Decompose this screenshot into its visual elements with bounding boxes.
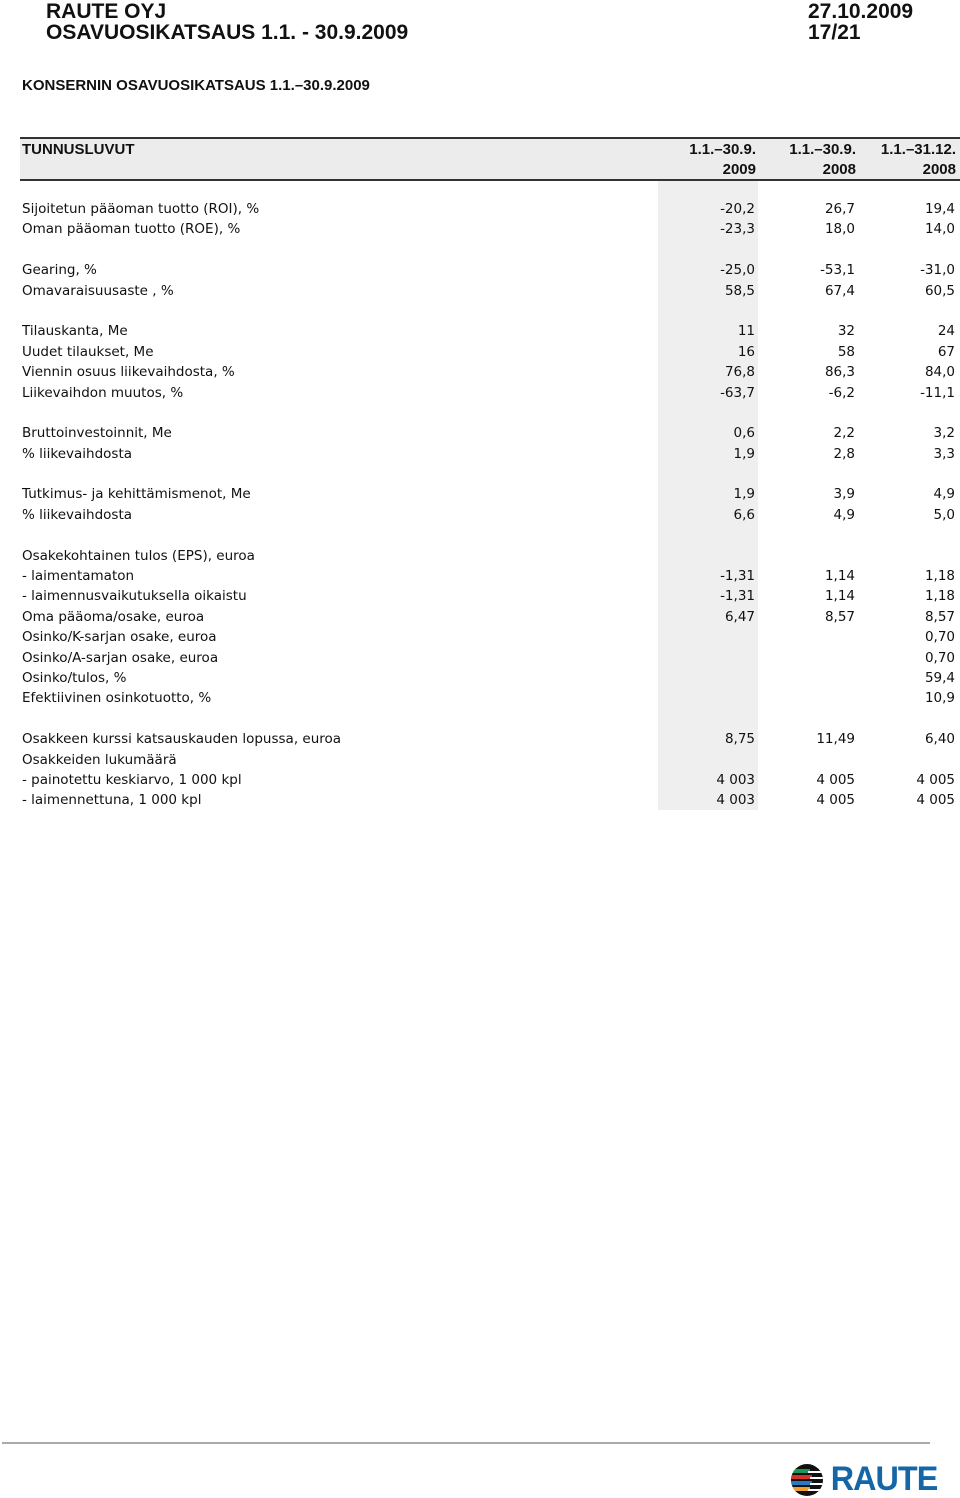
row-value: 10,9 bbox=[924, 690, 955, 707]
row-value: 60,5 bbox=[924, 282, 955, 299]
footer-divider bbox=[2, 1442, 930, 1444]
row-value: 4,9 bbox=[833, 506, 855, 523]
row-label: Liikevaihdon muutos, % bbox=[22, 384, 184, 401]
table-title: TUNNUSLUVUT bbox=[22, 141, 135, 158]
table-row bbox=[22, 260, 960, 280]
table-row bbox=[22, 444, 960, 464]
table-header bbox=[20, 137, 960, 181]
row-label: Sijoitetun pääoman tuotto (ROI), % bbox=[22, 201, 260, 217]
row-label: - laimentamaton bbox=[22, 568, 135, 585]
row-value: 1,14 bbox=[824, 588, 855, 605]
row-value: 6,6 bbox=[733, 506, 755, 523]
row-value: 2,8 bbox=[833, 445, 855, 462]
column-header: 1.1.–30.9. 2009 bbox=[689, 141, 756, 178]
row-value: -31,0 bbox=[920, 262, 955, 279]
row-value: 86,3 bbox=[824, 364, 855, 381]
row-value: -11,1 bbox=[920, 384, 955, 401]
table-row bbox=[22, 688, 960, 708]
row-value: 0,6 bbox=[733, 425, 755, 442]
table-row bbox=[22, 770, 960, 790]
row-label: Omavaraisuusaste , % bbox=[22, 282, 174, 299]
row-value: 2,2 bbox=[833, 425, 855, 442]
report-date: 27.10.2009 bbox=[808, 0, 914, 23]
row-value: 4 005 bbox=[916, 792, 955, 809]
row-label: Osinko/A-sarjan osake, euroa bbox=[22, 649, 219, 666]
table-row bbox=[22, 505, 960, 525]
section-title: KONSERNIN OSAVUOSIKATSAUS 1.1.–30.9.2009 bbox=[22, 77, 370, 94]
row-value: 1,9 bbox=[733, 445, 755, 462]
table-row bbox=[22, 321, 960, 341]
spacer-row bbox=[22, 403, 960, 423]
row-value: -1,31 bbox=[720, 568, 755, 585]
row-value: 6,40 bbox=[924, 731, 955, 748]
row-value: 24 bbox=[937, 323, 955, 340]
table-row bbox=[22, 607, 960, 627]
row-value: 18,0 bbox=[824, 221, 855, 238]
row-label: - painotettu keskiarvo, 1 000 kpl bbox=[22, 771, 242, 788]
row-label: Osinko/K-sarjan osake, euroa bbox=[22, 629, 217, 646]
row-value: 16 bbox=[737, 343, 755, 360]
row-value: 0,70 bbox=[924, 649, 955, 666]
table-row bbox=[22, 790, 960, 810]
row-value: -20,2 bbox=[720, 201, 755, 217]
row-value: 1,18 bbox=[924, 568, 955, 585]
table-row bbox=[22, 484, 960, 504]
row-label: - laimennettuna, 1 000 kpl bbox=[22, 792, 202, 809]
row-value: 8,75 bbox=[724, 731, 755, 748]
raute-logo bbox=[790, 1460, 940, 1498]
row-value: -53,1 bbox=[820, 262, 855, 279]
table-body bbox=[22, 199, 960, 811]
row-value: 0,70 bbox=[924, 629, 955, 646]
row-value: 11 bbox=[737, 323, 755, 340]
row-label: Gearing, % bbox=[22, 262, 97, 279]
row-label: Osakkeiden lukumäärä bbox=[22, 751, 177, 768]
row-value: -6,2 bbox=[828, 384, 855, 401]
table-row bbox=[22, 219, 960, 239]
row-label: % liikevaihdosta bbox=[22, 445, 133, 462]
table-row bbox=[22, 586, 960, 606]
row-value: -63,7 bbox=[720, 384, 755, 401]
row-value: 11,49 bbox=[816, 731, 855, 748]
table-row bbox=[22, 281, 960, 301]
row-value: 8,57 bbox=[824, 608, 855, 625]
table-row bbox=[22, 627, 960, 647]
spacer-row bbox=[22, 525, 960, 545]
row-value: 19,4 bbox=[924, 201, 955, 217]
row-value: 67 bbox=[937, 343, 955, 360]
row-value: 58 bbox=[837, 343, 855, 360]
row-label: % liikevaihdosta bbox=[22, 506, 133, 523]
row-value: 4,9 bbox=[933, 486, 955, 503]
row-value: 4 003 bbox=[716, 771, 755, 788]
row-value: 5,0 bbox=[933, 506, 955, 523]
row-value: -25,0 bbox=[720, 262, 755, 279]
table-row bbox=[22, 750, 960, 770]
row-label: Efektiivinen osinkotuotto, % bbox=[22, 690, 212, 707]
table-row bbox=[22, 668, 960, 688]
row-value: 3,3 bbox=[933, 445, 955, 462]
report-title: OSAVUOSIKATSAUS 1.1. - 30.9.2009 bbox=[46, 21, 409, 44]
table-row bbox=[22, 383, 960, 403]
row-label: Oman pääoman tuotto (ROE), % bbox=[22, 221, 241, 238]
row-label: - laimennusvaikutuksella oikaistu bbox=[22, 588, 247, 605]
table-row bbox=[22, 342, 960, 362]
globe-logo-icon bbox=[790, 1463, 824, 1497]
table-row bbox=[22, 729, 960, 749]
column-header: 1.1.–31.12. 2008 bbox=[880, 141, 956, 178]
row-value: 84,0 bbox=[924, 364, 955, 381]
row-value: 4 005 bbox=[916, 771, 955, 788]
spacer-row bbox=[22, 240, 960, 260]
row-label: Oma pääoma/osake, euroa bbox=[22, 608, 205, 625]
row-value: -1,31 bbox=[720, 588, 755, 605]
row-label: Tutkimus- ja kehittämismenot, Me bbox=[22, 486, 251, 503]
row-value: 58,5 bbox=[724, 282, 755, 299]
row-value: 59,4 bbox=[924, 669, 955, 686]
row-value: 4 005 bbox=[816, 771, 855, 788]
row-value: 3,2 bbox=[933, 425, 955, 442]
row-value: 1,9 bbox=[733, 486, 755, 503]
row-label: Osinko/tulos, % bbox=[22, 669, 127, 686]
logo-text: RAUTE bbox=[830, 1460, 938, 1498]
row-value: 67,4 bbox=[824, 282, 855, 299]
row-value: -23,3 bbox=[720, 221, 755, 238]
row-value: 1,18 bbox=[924, 588, 955, 605]
row-value: 14,0 bbox=[924, 221, 955, 238]
row-label: Osakkeen kurssi katsauskauden lopussa, euroa bbox=[22, 731, 342, 748]
table-row bbox=[22, 423, 960, 443]
row-label: Tilauskanta, Me bbox=[22, 323, 128, 340]
row-value: 1,14 bbox=[824, 568, 855, 585]
row-label: Bruttoinvestoinnit, Me bbox=[22, 425, 172, 442]
row-label: Viennin osuus liikevaihdosta, % bbox=[22, 364, 235, 381]
spacer-row bbox=[22, 709, 960, 729]
page-number: 17/21 bbox=[808, 21, 861, 44]
row-value: 8,57 bbox=[924, 608, 955, 625]
table-row bbox=[22, 199, 960, 219]
row-value: 3,9 bbox=[833, 486, 855, 503]
row-value: 26,7 bbox=[824, 201, 855, 217]
spacer-row bbox=[22, 464, 960, 484]
column-header: 1.1.–30.9. 2008 bbox=[789, 141, 856, 178]
spacer-row bbox=[22, 301, 960, 321]
company-name: RAUTE OYJ bbox=[46, 0, 167, 23]
row-value: 6,47 bbox=[724, 608, 755, 625]
row-label: Osakekohtainen tulos (EPS), euroa bbox=[22, 547, 255, 564]
table-row bbox=[22, 648, 960, 668]
row-value: 32 bbox=[837, 323, 855, 340]
table-row bbox=[22, 362, 960, 382]
table-row bbox=[22, 546, 960, 566]
row-value: 4 005 bbox=[816, 792, 855, 809]
row-value: 4 003 bbox=[716, 792, 755, 809]
table-row bbox=[22, 566, 960, 586]
row-label: Uudet tilaukset, Me bbox=[22, 343, 154, 360]
row-value: 76,8 bbox=[724, 364, 755, 381]
